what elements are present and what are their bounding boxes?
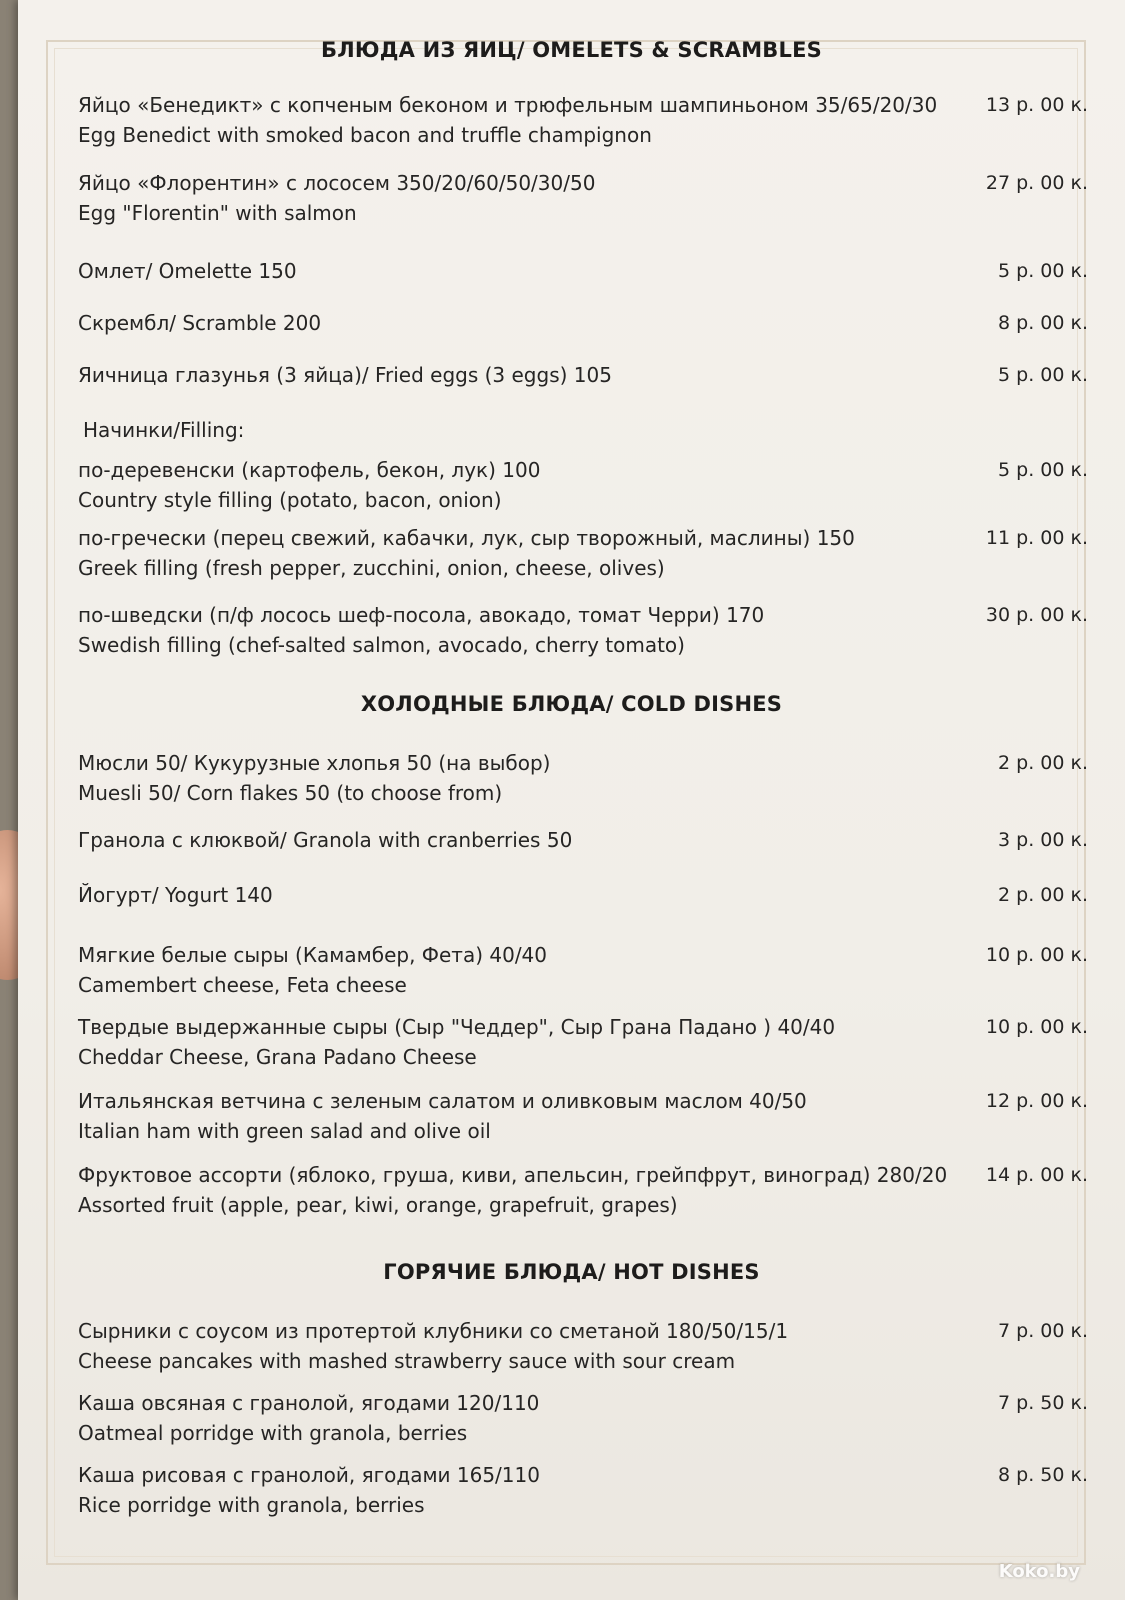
- item-name-ru: Гранола с клюквой/ Granola with cranberries 50: [78, 828, 573, 852]
- item-name-en: Muesli 50/ Corn flakes 50 (to choose from): [78, 781, 503, 805]
- item-price: 5 р. 00 к.: [998, 459, 1088, 481]
- item-name-en: Country style filling (potato, bacon, onion): [78, 488, 502, 512]
- item-price: 7 р. 00 к.: [998, 1320, 1088, 1342]
- item-name-ru: Скрембл/ Scramble 200: [78, 311, 322, 335]
- menu-item-granola: [78, 825, 1088, 885]
- menu-sheet: [18, 0, 1125, 1600]
- item-price: 13 р. 00 к.: [985, 94, 1088, 116]
- menu-item-oatmeal-porridge: [78, 1388, 1088, 1448]
- item-name-ru: Сырники с соусом из протертой клубники со сметаной 180/50/15/1: [78, 1319, 789, 1343]
- item-name-en: Cheddar Cheese, Grana Padano Cheese: [78, 1045, 477, 1069]
- item-price: 30 р. 00 к.: [985, 604, 1088, 626]
- item-price: 27 р. 00 к.: [985, 172, 1088, 194]
- item-price: 7 р. 50 к.: [998, 1392, 1088, 1414]
- item-name-ru: Итальянская ветчина с зеленым салатом и оливковым маслом 40/50: [78, 1089, 807, 1113]
- menu-item-country-filling: [78, 455, 1088, 515]
- menu-item-cheese-pancakes: [78, 1316, 1088, 1376]
- item-name-en: Cheese pancakes with mashed strawberry sauce with sour cream: [78, 1349, 736, 1373]
- item-price: 11 р. 00 к.: [985, 527, 1088, 549]
- item-name-ru: Фруктовое ассорти (яблоко, груша, киви, апельсин, грейпфрут, виноград) 280/20: [78, 1163, 948, 1187]
- item-name-en: Oatmeal porridge with granola, berries: [78, 1421, 468, 1445]
- item-name-ru: Каша овсяная с гранолой, ягодами 120/110: [78, 1391, 540, 1415]
- menu-item-egg-benedict: [78, 90, 1088, 150]
- item-name-en: Rice porridge with granola, berries: [78, 1493, 425, 1517]
- item-price: 8 р. 50 к.: [998, 1464, 1088, 1486]
- menu-item-muesli: [78, 748, 1088, 808]
- menu-item-scramble: [78, 308, 1088, 368]
- item-name-ru: Мюсли 50/ Кукурузные хлопья 50 (на выбор): [78, 751, 551, 775]
- item-name-en: Egg Benedict with smoked bacon and truffle champignon: [78, 123, 652, 147]
- item-name-ru: Омлет/ Omelette 150: [78, 259, 297, 283]
- item-name-en: Italian ham with green salad and olive oil: [78, 1119, 491, 1143]
- menu-item-fried-eggs: [78, 360, 1088, 420]
- menu-item-egg-florentin: [78, 168, 1088, 228]
- item-name-ru: по-гречески (перец свежий, кабачки, лук, сыр творожный, маслины) 150: [78, 526, 855, 550]
- item-name-ru: Каша рисовая с гранолой, ягодами 165/110: [78, 1463, 540, 1487]
- item-name-ru: Яйцо «Бенедикт» с копченым беконом и трюфельным шампиньоном 35/65/20/30: [78, 93, 938, 117]
- item-price: 12 р. 00 к.: [985, 1090, 1088, 1112]
- menu-item-yogurt: [78, 880, 1088, 940]
- menu-item-rice-porridge: [78, 1460, 1088, 1520]
- menu-item-hard-cheeses: [78, 1012, 1088, 1072]
- item-price: 5 р. 00 к.: [998, 364, 1088, 386]
- item-name-ru: Мягкие белые сыры (Камамбер, Фета) 40/40: [78, 943, 548, 967]
- item-price: 8 р. 00 к.: [998, 312, 1088, 334]
- item-price: 10 р. 00 к.: [985, 944, 1088, 966]
- fillings-subheading: Начинки/Filling:: [83, 418, 245, 442]
- menu-item-italian-ham: [78, 1086, 1088, 1146]
- menu-item-greek-filling: [78, 523, 1088, 583]
- menu-item-assorted-fruit: [78, 1160, 1088, 1220]
- item-name-en: Camembert cheese, Feta cheese: [78, 973, 407, 997]
- item-name-ru: Яйцо «Флорентин» с лососем 350/20/60/50/30/50: [78, 171, 596, 195]
- section-title-hot-dishes: ГОРЯЧИЕ БЛЮДА/ HOT DISHES: [383, 1260, 760, 1284]
- section-title-eggs: БЛЮДА ИЗ ЯИЦ/ OMELETS & SCRAMBLES: [321, 38, 822, 62]
- item-name-ru: по-деревенски (картофель, бекон, лук) 100: [78, 458, 541, 482]
- item-name-ru: Твердые выдержанные сыры (Сыр "Чеддер", Сыр Грана Падано ) 40/40: [78, 1015, 836, 1039]
- item-price: 3 р. 00 к.: [998, 829, 1088, 851]
- item-price: 2 р. 00 к.: [998, 752, 1088, 774]
- item-name-ru: Йогурт/ Yogurt 140: [78, 883, 273, 907]
- item-name-en: Egg "Florentin" with salmon: [78, 201, 357, 225]
- menu-item-soft-cheeses: [78, 940, 1088, 1000]
- menu-item-omelette: [78, 256, 1088, 316]
- menu-item-swedish-filling: [78, 600, 1088, 660]
- item-name-ru: по-шведски (п/ф лосось шеф-посола, авокадо, томат Черри) 170: [78, 603, 765, 627]
- item-name-en: Assorted fruit (apple, pear, kiwi, orange, grapefruit, grapes): [78, 1193, 678, 1217]
- item-price: 14 р. 00 к.: [985, 1164, 1088, 1186]
- item-price: 5 р. 00 к.: [998, 260, 1088, 282]
- watermark: Koko.by: [998, 1561, 1080, 1582]
- item-price: 2 р. 00 к.: [998, 884, 1088, 906]
- section-title-cold-dishes: ХОЛОДНЫЕ БЛЮДА/ COLD DISHES: [360, 692, 783, 716]
- item-price: 10 р. 00 к.: [985, 1016, 1088, 1038]
- item-name-en: Swedish filling (chef-salted salmon, avocado, cherry tomato): [78, 633, 685, 657]
- item-name-en: Greek filling (fresh pepper, zucchini, onion, cheese, olives): [78, 556, 665, 580]
- item-name-ru: Яичница глазунья (3 яйца)/ Fried eggs (3 eggs) 105: [78, 363, 612, 387]
